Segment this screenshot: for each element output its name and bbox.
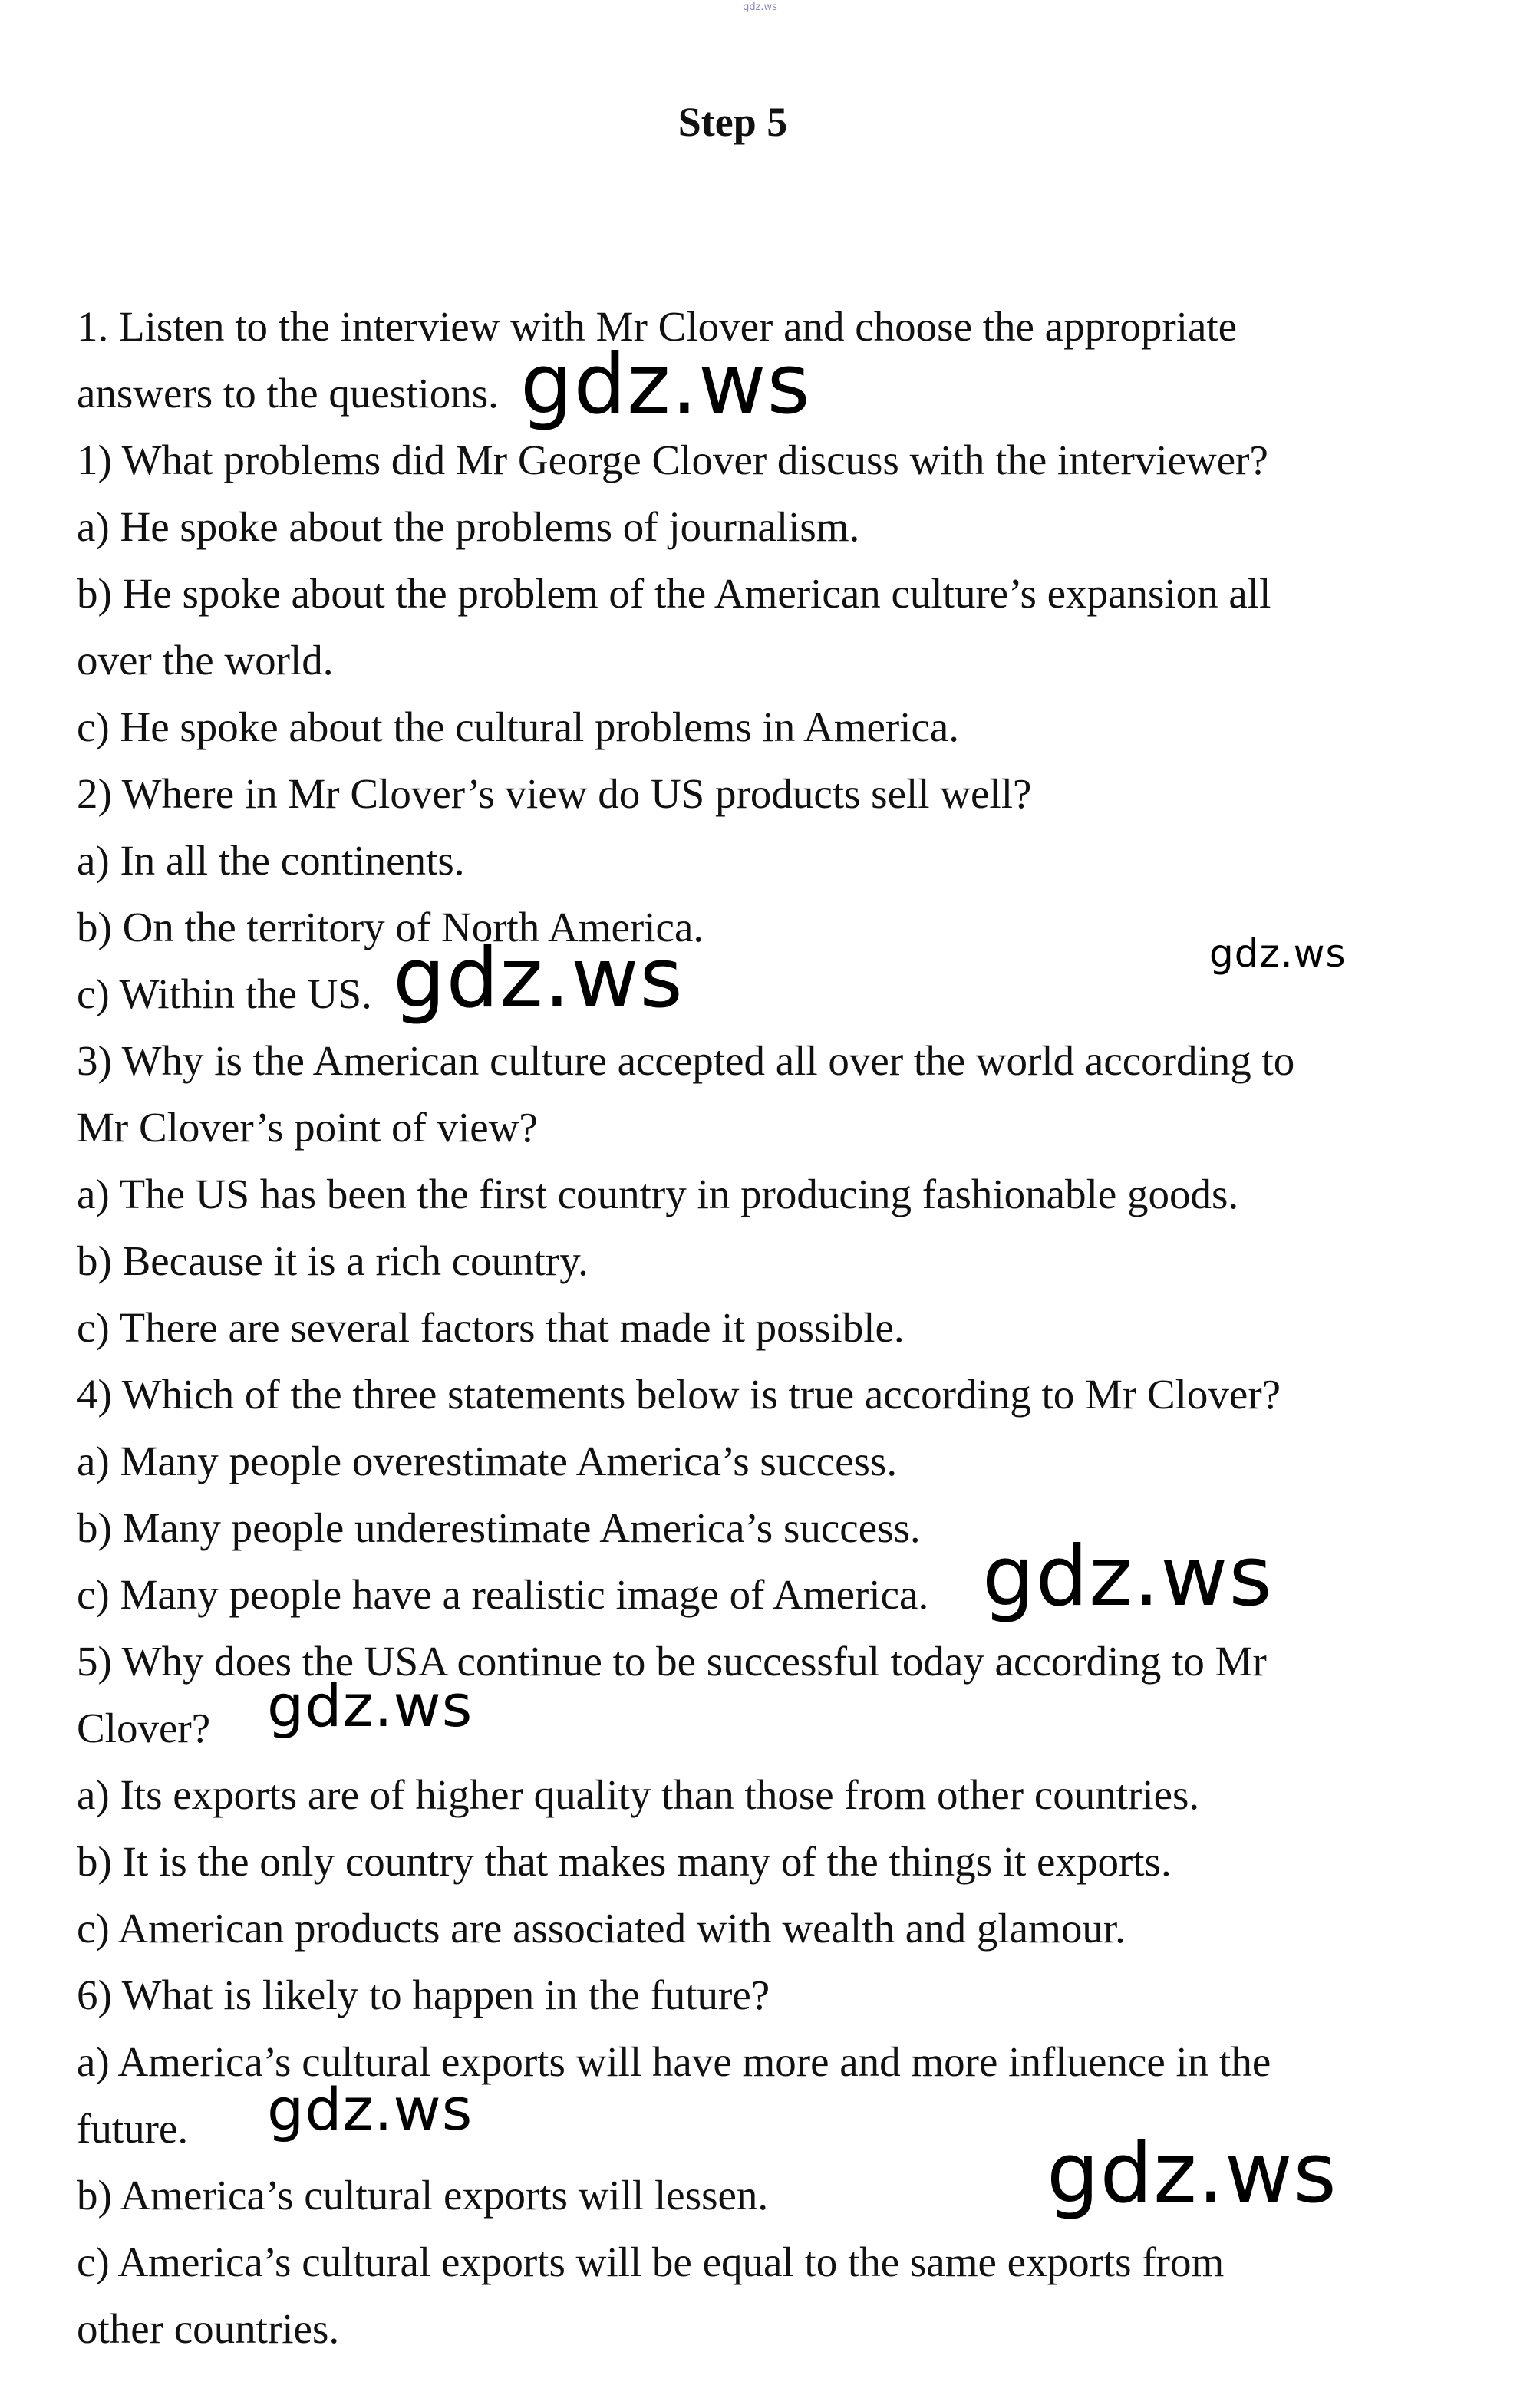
answer-option: c) Within the US. (77, 970, 372, 1017)
answer-option: c) He spoke about the cultural problems in America. (77, 703, 960, 750)
answer-option: c) There are several factors that made it possible. (77, 1304, 905, 1351)
page-title: Step 5 (678, 99, 788, 145)
question-6: 6) What is likely to happen in the future? (77, 1972, 770, 2018)
text-line: future. (77, 2105, 189, 2152)
question-2: 2) Where in Mr Clover’s view do US products sell well? (77, 770, 1032, 817)
answer-option: a) America’s cultural exports will have more and more influence in the (77, 2038, 1271, 2085)
answer-option: c) America’s cultural exports will be equal to the same exports from (77, 2238, 1225, 2285)
answer-option: a) Its exports are of higher quality than those from other countries. (77, 1771, 1200, 1818)
answer-option: a) He spoke about the problems of journalism. (77, 503, 860, 550)
answer-option: b) America’s cultural exports will lessen. (77, 2172, 769, 2219)
watermark: gdz.ws (1209, 931, 1347, 976)
answer-option: b) Many people underestimate America’s success. (77, 1504, 921, 1551)
text-line: over the world. (77, 637, 334, 684)
answer-option: a) Many people overestimate America’s success. (77, 1438, 898, 1484)
question-5: 5) Why does the USA continue to be successful today according to Mr (77, 1638, 1267, 1685)
question-1: 1) What problems did Mr George Clover discuss with the interviewer? (77, 436, 1268, 483)
text-line: Clover? (77, 1705, 211, 1751)
text-line: 1. Listen to the interview with Mr Clover and choose the appropriate (77, 303, 1238, 350)
answer-option: b) He spoke about the problem of the American culture’s expansion all (77, 570, 1271, 617)
answer-option: a) In all the continents. (77, 837, 465, 884)
text-line: Mr Clover’s point of view? (77, 1104, 538, 1151)
text-line: answers to the questions. (77, 370, 499, 417)
exercise-text (77, 293, 1412, 2362)
answer-option: c) Many people have a realistic image of America. (77, 1571, 929, 1618)
answer-option: a) The US has been the first country in producing fashionable goods. (77, 1171, 1239, 1217)
top-watermark: gdz.ws (743, 2, 777, 13)
question-4: 4) Which of the three statements below is true according to Mr Clover? (77, 1371, 1281, 1418)
answer-option: b) It is the only country that makes many of the things it exports. (77, 1838, 1172, 1885)
answer-option: b) Because it is a rich country. (77, 1237, 589, 1284)
answer-option: c) American products are associated with wealth and glamour. (77, 1905, 1126, 1952)
watermark: gdz.ws (1047, 2126, 1337, 2222)
watermark: gdz.ws (267, 2075, 473, 2143)
answer-option: b) On the territory of North America. (77, 904, 704, 950)
watermark: gdz.ws (520, 337, 811, 433)
watermark: gdz.ws (393, 931, 684, 1026)
question-3: 3) Why is the American culture accepted all over the world according to (77, 1037, 1295, 1084)
watermark: gdz.ws (267, 1672, 473, 1740)
watermark: gdz.ws (982, 1529, 1273, 1625)
text-line: other countries. (77, 2305, 340, 2352)
